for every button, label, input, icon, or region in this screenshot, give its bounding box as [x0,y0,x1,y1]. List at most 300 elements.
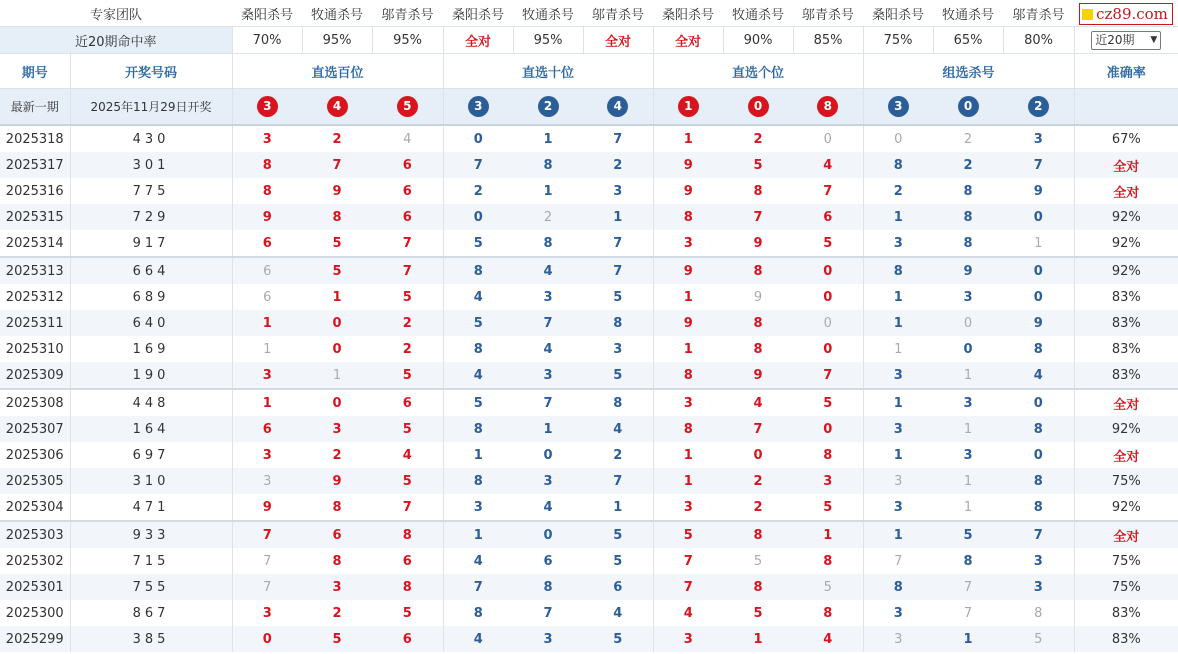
kill-number: 1 [863,310,933,336]
table-row [0,389,1178,416]
kill-number: 6 [232,230,302,257]
accuracy-value: 92% [1074,230,1178,257]
kill-number: 3 [653,230,723,257]
kill-number: 3 [232,442,302,468]
issue-number: 2025309 [0,362,70,389]
issue-number: 2025302 [5,553,64,569]
kill-number: 8 [302,204,372,230]
kill-number: 0 [1033,447,1043,463]
table-row [0,125,1178,152]
issue-number: 2025313 [0,257,70,284]
kill-number: 0 [1033,289,1043,305]
kill-number: 5 [933,521,1003,548]
kill-number: 4 [443,548,513,574]
accuracy-value: 全对 [1074,389,1178,416]
hit-rate-value: 全对 [583,27,653,54]
kill-number: 6 [232,257,302,284]
kill-number: 3 [302,416,372,442]
kill-number: 8 [332,499,342,515]
kill-number: 2 [402,341,412,357]
kill-number: 5 [823,235,833,251]
kill-number: 8 [443,336,513,362]
accuracy-value: 75% [1074,548,1178,574]
latest-ball: 4 [327,96,348,117]
kill-number: 0 [823,289,833,305]
latest-ball: 0 [748,96,769,117]
kill-number: 8 [963,553,973,569]
kill-number: 7 [723,204,793,230]
kill-number: 7 [232,548,302,574]
history-rows [0,125,1178,652]
kill-number: 5 [302,257,372,284]
kill-number: 3 [653,626,723,652]
issue-number: 2025303 [0,521,70,548]
period-select[interactable] [1091,31,1161,50]
kill-number: 4 [723,389,793,416]
draw-number: 190 [70,362,232,389]
kill-number: 5 [583,626,653,652]
kill-number: 8 [443,257,513,284]
kill-number: 7 [443,152,513,178]
kill-number: 9 [302,468,372,494]
kill-number: 7 [402,235,412,251]
kill-number: 4 [793,152,863,178]
table-row [0,310,1178,336]
kill-number: 0 [232,626,302,652]
kill-number: 0 [1003,389,1074,416]
kill-number: 3 [863,626,933,652]
table-row [0,574,1178,600]
accuracy-value: 75% [1074,468,1178,494]
kill-number: 5 [583,521,653,548]
issue-number: 2025317 [0,152,70,178]
kill-number: 8 [1033,341,1043,357]
issue-number: 2025312 [5,289,64,305]
kill-number: 1 [863,442,933,468]
kill-number: 3 [1003,574,1074,600]
expert-name: 邬青杀号 [592,7,645,23]
col-draw: 开奖号码 [70,54,232,89]
hit-rate-value: 全对 [653,27,723,54]
kill-number: 2 [513,204,583,230]
kill-number: 7 [613,235,623,251]
period-select-value: 近20期 [1095,32,1135,47]
kill-number: 0 [793,257,863,284]
kill-number: 8 [963,235,973,251]
kill-number: 5 [753,605,763,621]
section-header-row [0,54,1178,89]
kill-number: 5 [723,152,793,178]
issue-number: 2025308 [0,389,70,416]
latest-row [0,89,1178,126]
accuracy-value: 75% [1074,574,1178,600]
kill-number: 2 [443,178,513,204]
expert-name: 牧通杀号 [311,7,364,23]
kill-number: 1 [863,284,933,310]
kill-number: 5 [793,389,863,416]
kill-number: 1 [513,416,583,442]
kill-number: 8 [1003,416,1074,442]
latest-ball: 0 [958,96,979,117]
table-row [0,284,1178,310]
kill-number: 3 [963,447,973,463]
expert-name: 桑阳杀号 [241,7,294,23]
kill-number: 8 [863,574,933,600]
kill-number: 3 [543,289,553,305]
kill-number: 0 [963,341,973,357]
col-group: 组选杀号 [863,54,1074,89]
kill-number: 8 [443,600,513,626]
expert-name: 桑阳杀号 [662,7,715,23]
kill-number: 7 [543,605,553,621]
draw-number: 755 [70,574,232,600]
kill-number: 8 [332,553,342,569]
kill-number: 0 [543,447,553,463]
kill-number: 1 [583,204,653,230]
kill-number: 2 [963,131,973,147]
latest-ball: 5 [397,96,418,117]
draw-number: 310 [70,468,232,494]
kill-number: 5 [443,389,513,416]
kill-number: 1 [863,389,933,416]
kill-number: 8 [753,341,763,357]
kill-number: 3 [232,468,302,494]
kill-number: 5 [372,468,443,494]
kill-number: 7 [1003,521,1074,548]
kill-number: 5 [332,235,342,251]
kill-number: 5 [653,521,723,548]
kill-number: 8 [583,310,653,336]
kill-number: 1 [443,521,513,548]
kill-number: 6 [372,626,443,652]
latest-ball: 2 [1028,96,1049,117]
kill-number: 0 [513,521,583,548]
kill-number: 9 [332,183,342,199]
kill-number: 1 [443,442,513,468]
kill-number: 7 [613,131,623,147]
kill-number: 1 [863,204,933,230]
kill-number: 4 [402,447,412,463]
kill-number: 1 [232,389,302,416]
kill-number: 5 [302,626,372,652]
col-issue: 期号 [0,54,70,89]
kill-number: 8 [513,152,583,178]
kill-number: 7 [963,605,973,621]
kill-number: 1 [302,362,372,389]
kill-number: 6 [402,183,412,199]
hit-rate-value: 90% [723,27,793,54]
kill-number: 4 [443,626,513,652]
kill-number: 1 [653,468,723,494]
kill-number: 4 [513,257,583,284]
kill-number: 3 [613,341,623,357]
latest-date: 2025年11月29日开奖 [70,89,232,126]
kill-number: 2 [332,131,342,147]
kill-number: 8 [653,204,723,230]
kill-number: 1 [332,289,342,305]
draw-number: 430 [70,125,232,152]
kill-number: 0 [332,341,342,357]
expert-name: 牧通杀号 [732,7,785,23]
kill-number: 9 [753,235,763,251]
kill-number: 5 [372,416,443,442]
kill-number: 2 [332,605,342,621]
kill-number: 6 [372,204,443,230]
kill-number: 5 [823,499,833,515]
kill-number: 9 [1003,310,1074,336]
kill-number: 9 [653,178,723,204]
kill-number: 7 [1003,152,1074,178]
kill-number: 8 [823,553,833,569]
draw-number: 775 [70,178,232,204]
hit-rate-value: 全对 [443,27,513,54]
hit-rate-value: 75% [863,27,933,54]
draw-number: 301 [70,152,232,178]
logo-text: cz89.com [1096,4,1168,23]
kill-number: 0 [1003,257,1074,284]
kill-number: 7 [513,310,583,336]
kill-number: 7 [723,416,793,442]
logo-square-icon [1082,9,1093,20]
accuracy-value: 全对 [1074,442,1178,468]
kill-number: 8 [443,416,513,442]
kill-number: 8 [723,521,793,548]
col-units: 直选个位 [653,54,863,89]
kill-number: 6 [232,284,302,310]
accuracy-value: 全对 [1074,521,1178,548]
kill-number: 1 [653,284,723,310]
issue-number: 2025316 [5,183,64,199]
draw-number: 697 [70,442,232,468]
kill-number: 4 [443,284,513,310]
draw-number: 867 [70,600,232,626]
kill-number: 2 [753,499,763,515]
period-select-cell [1074,27,1178,54]
kill-number: 8 [1003,468,1074,494]
site-logo[interactable] [1074,0,1178,27]
draw-number: 664 [70,257,232,284]
expert-name: 邬青杀号 [381,7,434,23]
expert-header-row [0,0,1178,27]
table-row [0,257,1178,284]
kill-number: 0 [443,125,513,152]
kill-number: 1 [933,468,1003,494]
latest-ball: 3 [468,96,489,117]
draw-number: 471 [70,494,232,521]
kill-number: 0 [443,204,513,230]
expert-team-label: 专家团队 [90,7,143,23]
kill-number: 1 [933,362,1003,389]
table-row [0,442,1178,468]
kill-number: 2 [583,152,653,178]
kill-number: 4 [403,131,412,147]
kill-number: 3 [653,494,723,521]
kill-number: 3 [232,362,302,389]
latest-ball: 3 [257,96,278,117]
kill-number: 3 [232,600,302,626]
kill-number: 4 [443,362,513,389]
kill-number: 1 [543,183,553,199]
latest-ball: 3 [888,96,909,117]
accuracy-value: 83% [1074,600,1178,626]
draw-number: 729 [70,204,232,230]
kill-number: 1 [232,310,302,336]
issue-number: 2025301 [0,574,70,600]
kill-number: 2 [613,447,623,463]
kill-number: 8 [232,152,302,178]
kill-number: 2 [372,310,443,336]
draw-number: 715 [70,548,232,574]
kill-number: 7 [402,499,412,515]
kill-number: 0 [302,389,372,416]
kill-number: 1 [653,125,723,152]
latest-label: 最新一期 [0,89,70,126]
kill-number: 4 [583,416,653,442]
kill-number: 1 [232,336,302,362]
kill-number: 4 [543,499,553,515]
kill-number: 6 [402,553,412,569]
expert-name: 牧通杀号 [522,7,575,23]
kill-number: 5 [443,310,513,336]
kill-number: 3 [793,468,863,494]
hit-rate-value: 80% [1003,27,1074,54]
table-row [0,626,1178,652]
kill-number: 1 [543,131,553,147]
issue-number: 2025318 [5,131,64,147]
kill-number: 7 [933,574,1003,600]
kill-number: 0 [863,125,933,152]
table-row [0,416,1178,442]
kill-number: 7 [793,362,863,389]
issue-number: 2025315 [0,204,70,230]
kill-number: 8 [372,521,443,548]
kill-number: 8 [723,257,793,284]
table-row [0,494,1178,521]
issue-number: 2025311 [0,310,70,336]
kill-number: 0 [753,447,763,463]
kill-number: 8 [723,574,793,600]
kill-number: 8 [723,310,793,336]
kill-number: 3 [863,230,933,257]
accuracy-value: 92% [1074,494,1178,521]
kill-number: 1 [963,499,973,515]
kill-number: 6 [583,574,653,600]
kill-number: 8 [583,389,653,416]
expert-name: 邬青杀号 [802,7,855,23]
draw-number: 164 [70,416,232,442]
kill-number: 5 [372,362,443,389]
kill-number: 0 [793,310,863,336]
chevron-down-icon: ▼ [1150,34,1158,45]
kill-number: 9 [933,257,1003,284]
kill-number: 8 [863,152,933,178]
accuracy-value: 83% [1074,284,1178,310]
table-row [0,230,1178,257]
kill-number: 2 [933,152,1003,178]
expert-name: 牧通杀号 [942,7,995,23]
latest-ball: 8 [817,96,838,117]
kill-number: 3 [863,494,933,521]
latest-ball: 4 [607,96,628,117]
draw-number: 917 [70,230,232,257]
kill-number: 2 [723,468,793,494]
kill-number: 3 [302,574,372,600]
issue-number: 2025310 [5,341,64,357]
kill-number: 4 [543,341,553,357]
draw-number: 385 [70,626,232,652]
kill-number: 5 [402,605,412,621]
latest-ball: 1 [678,96,699,117]
accuracy-value: 83% [1074,626,1178,652]
kill-number: 8 [823,605,833,621]
kill-number: 1 [653,442,723,468]
accuracy-value: 92% [1074,416,1178,442]
kill-number: 9 [653,257,723,284]
kill-number: 1 [613,499,623,515]
kill-number: 3 [443,494,513,521]
kill-number: 8 [653,416,723,442]
table-row [0,336,1178,362]
issue-number: 2025306 [5,447,64,463]
kill-number: 9 [232,494,302,521]
kill-number: 6 [372,389,443,416]
kill-number: 5 [753,553,763,569]
kill-number: 9 [753,289,763,305]
kill-number: 1 [1034,235,1043,251]
kill-number: 3 [1033,553,1043,569]
kill-number: 8 [543,235,553,251]
accuracy-value: 92% [1074,204,1178,230]
kill-number: 7 [232,574,302,600]
draw-number: 640 [70,310,232,336]
kill-number: 3 [513,468,583,494]
expert-name: 桑阳杀号 [452,7,505,23]
kill-number: 8 [513,574,583,600]
kill-number: 9 [1033,183,1043,199]
kill-number: 5 [1003,626,1074,652]
kill-number: 7 [232,521,302,548]
kill-number: 9 [653,152,723,178]
table-row [0,362,1178,389]
kill-number: 6 [372,152,443,178]
accuracy-value: 83% [1074,362,1178,389]
kill-number: 9 [723,362,793,389]
kill-number: 8 [823,447,833,463]
issue-number: 2025300 [5,605,64,621]
draw-number: 933 [70,521,232,548]
kill-number: 1 [793,521,863,548]
col-tens: 直选十位 [443,54,653,89]
kill-number: 3 [1033,131,1043,147]
kill-number: 2 [753,131,763,147]
kill-number: 3 [513,626,583,652]
accuracy-value: 全对 [1074,152,1178,178]
kill-number: 8 [653,362,723,389]
accuracy-value: 83% [1074,310,1178,336]
hit-rate-value: 65% [933,27,1003,54]
kill-number: 5 [793,574,863,600]
kill-number: 9 [232,204,302,230]
table-row [0,468,1178,494]
kill-number: 3 [863,362,933,389]
table-row [0,548,1178,574]
kill-number: 2 [332,447,342,463]
kill-number: 8 [372,574,443,600]
kill-number: 4 [793,626,863,652]
kill-number: 1 [863,521,933,548]
table-row [0,521,1178,548]
kill-number: 1 [723,626,793,652]
